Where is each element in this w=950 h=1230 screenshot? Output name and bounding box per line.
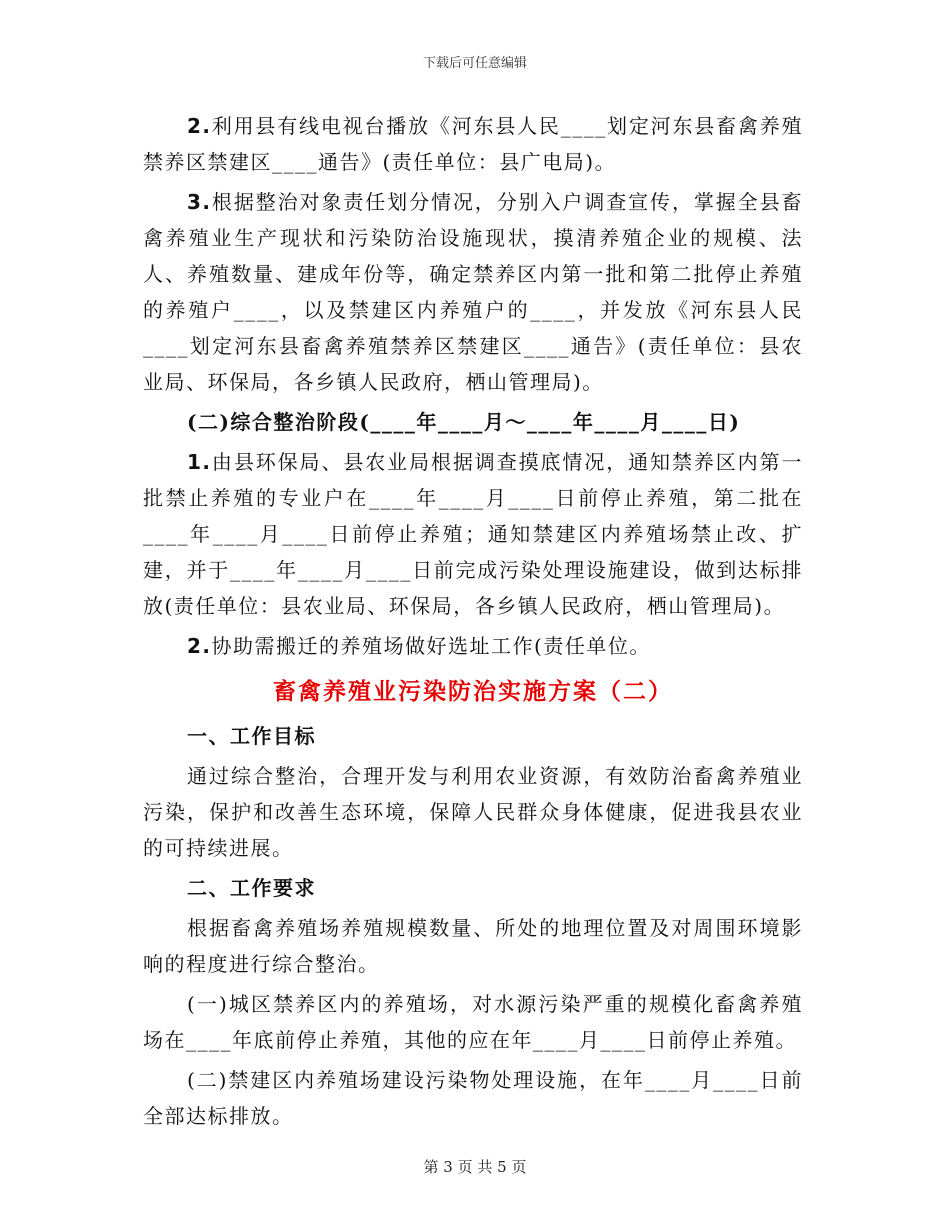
section-body-goals: 通过综合整治，合理开发与利用农业资源，有效防治畜禽养殖业污染，保护和改善生态环境，保障人民群众身体健康，促进我县农业的可持续进展。 [143,764,803,860]
paragraph-notice [143,444,803,624]
stage-heading: (二)综合整治阶段(____年____月～____年____月____日) [187,410,741,434]
document-subtitle: 畜禽养殖业污染防治实施方案（二） [273,678,673,705]
paragraph-survey [143,184,803,400]
requirement-item-1: (一)城区禁养区内的养殖场，对水源污染严重的规模化畜禽养殖场在____年底前停止养殖，其他的应在年____月____日前停止养殖。 [143,992,803,1052]
paragraph-text: 利用县有线电视台播放《河东县人民____划定河东县畜禽养殖禁养区禁建区____通告》(责任单位：县广电局)。 [143,114,803,174]
section-body-requirements: 根据畜禽养殖场养殖规模数量、所处的地理位置及对周围环境影响的程度进行综合整治。 [143,916,803,976]
header-note: 下载后可任意编辑 [422,56,527,71]
paragraph-text: 由县环保局、县农业局根据调查摸底情况，通知禁养区内第一批禁止养殖的专业户在____年____月____日前停止养殖，第二批在____年____月____日前停止养殖；通知禁建区内养殖场禁止改、扩建，并于____年____月____日前完成污染处理设施建设，做到达标排放(责任单位：县农业局、环保局，各乡镇人民政府，栖山管理局)。 [143,450,803,618]
page-number: 第 3 页 共 5 页 [423,1158,527,1176]
item-number: 1. [187,450,212,474]
paragraph-broadcast [143,108,803,180]
section-heading-goals: 一、工作目标 [187,724,316,748]
requirement-item-2: (二)禁建区内养殖场建设污染物处理设施，在年____月____日前全部达标排放。 [143,1068,803,1128]
item-number: 3. [187,190,212,214]
paragraph-text: 协助需搬迁的养殖场做好选址工作(责任单位。 [211,634,651,658]
paragraph-relocation [143,628,803,664]
item-number: 2. [187,114,212,138]
section-heading-requirements: 二、工作要求 [187,876,316,900]
item-number: 2. [187,634,212,658]
paragraph-text: 根据整治对象责任划分情况，分别入户调查宣传，掌握全县畜禽养殖业生产现状和污染防治设施现状，摸清养殖企业的规模、法人、养殖数量、建成年份等，确定禁养区内第一批和第二批停止养殖的养殖户____，以及禁建区内养殖户的____，并发放《河东县人民____划定河东县畜禽养殖禁养区禁建区____通告》(责任单位：县农业局、环保局，各乡镇人民政府，栖山管理局)。 [143,190,803,394]
document-body [143,108,803,1134]
